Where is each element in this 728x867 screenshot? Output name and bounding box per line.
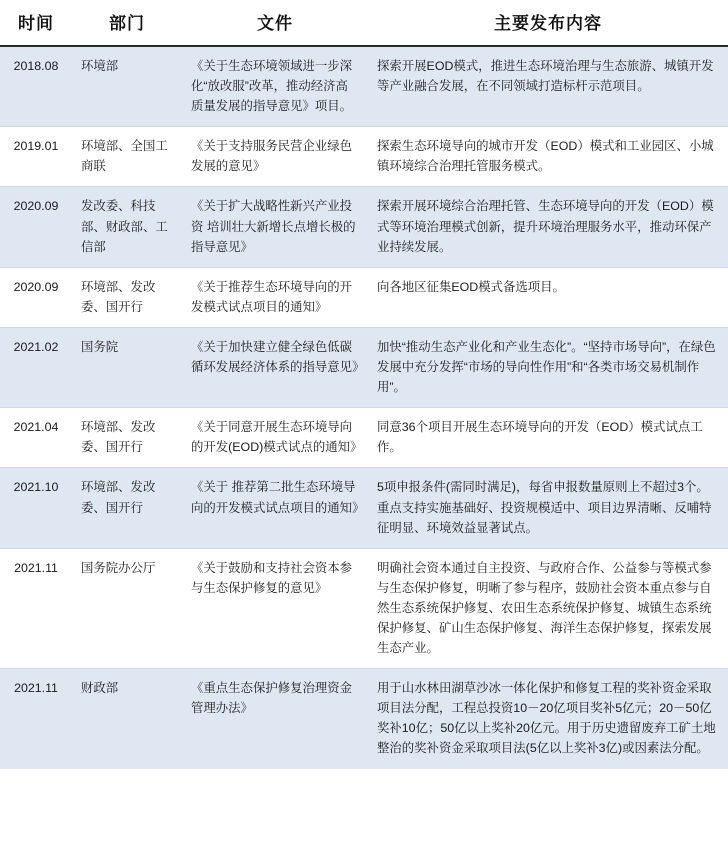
cell-time: 2020.09 — [0, 267, 72, 327]
cell-content: 探索开展EOD模式，推进生态环境治理与生态旅游、城镇开发等产业融合发展，在不同领域打造标杆示范项目。 — [368, 46, 728, 127]
table-row — [0, 468, 728, 548]
table-row — [0, 46, 728, 127]
table-header — [0, 0, 728, 46]
cell-time: 2021.10 — [0, 468, 72, 548]
column-header-department: 部门 — [72, 0, 182, 46]
table-row — [0, 548, 728, 668]
cell-department: 环境部、全国工商联 — [72, 127, 182, 187]
cell-department: 发改委、科技部、财政部、工信部 — [72, 187, 182, 267]
cell-time: 2018.08 — [0, 46, 72, 127]
cell-department: 国务院办公厅 — [72, 548, 182, 668]
cell-document: 《关于推荐生态环境导向的开发模式试点项目的通知》 — [182, 267, 368, 327]
table-row — [0, 127, 728, 187]
cell-document: 《关于 推荐第二批生态环境导向的开发模式试点项目的通知》 — [182, 468, 368, 548]
cell-content: 5项申报条件(需同时满足)，每省申报数量原则上不超过3个。重点支持实施基础好、投资规模适中、项目边界清晰、反哺特征明显、环境效益显著试点。 — [368, 468, 728, 548]
table-row — [0, 408, 728, 468]
cell-time: 2021.11 — [0, 548, 72, 668]
cell-content: 探索生态环境导向的城市开发（EOD）模式和工业园区、小城镇环境综合治理托管服务模式。 — [368, 127, 728, 187]
column-header-time: 时间 — [0, 0, 72, 46]
cell-time: 2021.02 — [0, 327, 72, 407]
cell-content: 加快“推动生态产业化和产业生态化”。“坚持市场导向”，在绿色发展中充分发挥“市场的导向性作用”和“各类市场交易机制作用”。 — [368, 327, 728, 407]
cell-document: 《关于生态环境领域进一步深化“放改服”改革，推动经济高质量发展的指导意见》项目。 — [182, 46, 368, 127]
table-row — [0, 669, 728, 769]
cell-document: 《关于支持服务民营企业绿色发展的意见》 — [182, 127, 368, 187]
cell-time: 2019.01 — [0, 127, 72, 187]
cell-department: 环境部、发改委、国开行 — [72, 267, 182, 327]
cell-document: 《关于扩大战略性新兴产业投资 培训壮大新增长点增长极的指导意见》 — [182, 187, 368, 267]
table-row — [0, 327, 728, 407]
cell-document: 《关于鼓励和支持社会资本参与生态保护修复的意见》 — [182, 548, 368, 668]
cell-time: 2020.09 — [0, 187, 72, 267]
cell-department: 财政部 — [72, 669, 182, 769]
cell-document: 《重点生态保护修复治理资金管理办法》 — [182, 669, 368, 769]
column-header-document: 文件 — [182, 0, 368, 46]
cell-content: 同意36个项目开展生态环境导向的开发（EOD）模式试点工作。 — [368, 408, 728, 468]
table-row — [0, 187, 728, 267]
cell-department: 环境部 — [72, 46, 182, 127]
table-header-row — [0, 0, 728, 46]
cell-document: 《关于加快建立健全绿色低碳循环发展经济体系的指导意见》 — [182, 327, 368, 407]
cell-document: 《关于同意开展生态环境导向的开发(EOD)模式试点的通知》 — [182, 408, 368, 468]
cell-department: 环境部、发改委、国开行 — [72, 468, 182, 548]
table-body — [0, 46, 728, 769]
cell-time: 2021.04 — [0, 408, 72, 468]
cell-content: 明确社会资本通过自主投资、与政府合作、公益参与等模式参与生态保护修复，明晰了参与程序，鼓励社会资本重点参与自然生态系统保护修复、农田生态系统保护修复、城镇生态系统保护修复、矿山生态保护修复、海洋生态保护修复，探索发展生态产业。 — [368, 548, 728, 668]
cell-content: 向各地区征集EOD模式备选项目。 — [368, 267, 728, 327]
cell-content: 探索开展环境综合治理托管、生态环境导向的开发（EOD）模式等环境治理模式创新，提升环境治理服务水平，推动环保产业持续发展。 — [368, 187, 728, 267]
cell-content: 用于山水林田湖草沙冰一体化保护和修复工程的奖补资金采取项目法分配，工程总投资10－20亿项目奖补5亿元；20－50亿奖补10亿；50亿以上奖补20亿元。用于历史遗留废弃工矿土地整治的奖补资金采取项目法(5亿以上奖补3亿)或因素法分配。 — [368, 669, 728, 769]
cell-department: 环境部、发改委、国开行 — [72, 408, 182, 468]
column-header-content: 主要发布内容 — [368, 0, 728, 46]
cell-department: 国务院 — [72, 327, 182, 407]
table-row — [0, 267, 728, 327]
cell-time: 2021.11 — [0, 669, 72, 769]
